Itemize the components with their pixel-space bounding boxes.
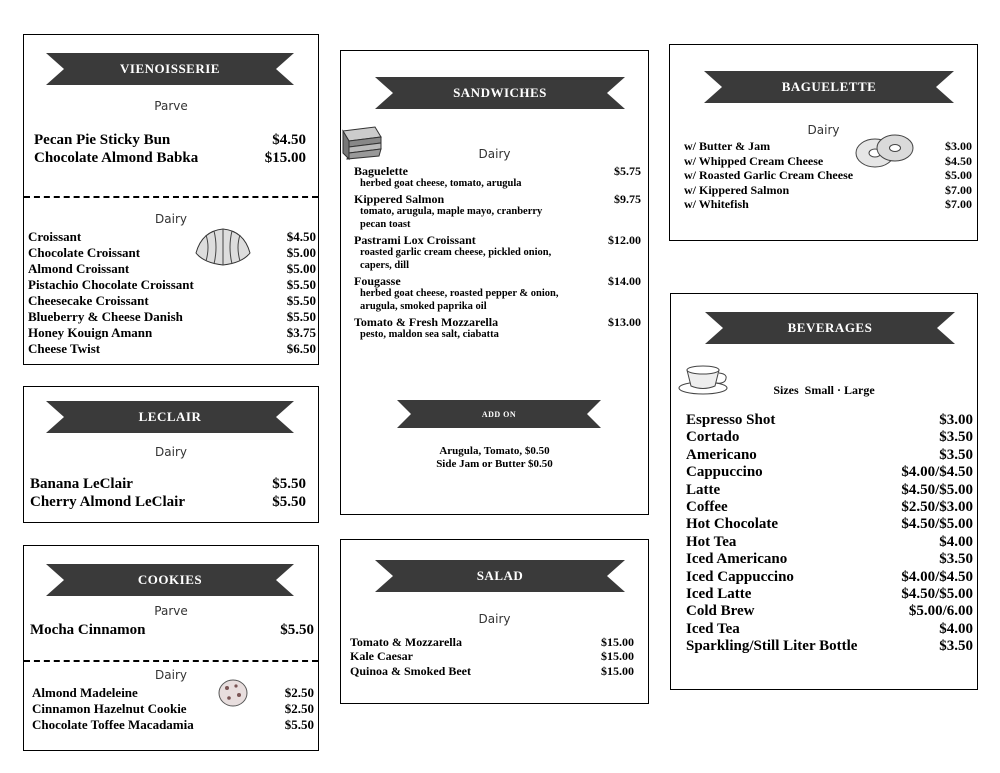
menu-item-name: Iced Cappuccino xyxy=(686,568,794,585)
menu-item-name: Croissant xyxy=(28,229,82,244)
menu-item-price: $4.50/$5.00 xyxy=(901,586,973,602)
menu-item-price: $5.75 xyxy=(614,164,641,178)
menu-item-name: Coffee xyxy=(686,499,728,515)
sandwiches-dairy-label: Dairy xyxy=(478,147,511,161)
menu-item-price: $4.50/$5.00 xyxy=(901,481,973,498)
menu-item-name: Iced Latte xyxy=(686,586,752,602)
menu-item-price: $15.00 xyxy=(601,664,634,678)
menu-item-name: w/ Kippered Salmon xyxy=(684,182,790,197)
salad-banner xyxy=(375,556,625,596)
menu-item-price: $4.50 xyxy=(286,229,316,244)
section-divider xyxy=(24,196,318,198)
menu-item-name: Cherry Almond LeClair xyxy=(30,494,185,510)
menu-item-name: Espresso Shot xyxy=(686,412,776,428)
addon-title: ADD ON xyxy=(481,409,517,419)
menu-item-price: $3.50 xyxy=(939,638,973,655)
menu-item-name: Baguelette xyxy=(354,164,408,178)
baguelette-banner xyxy=(704,67,954,107)
sandwiches-banner xyxy=(375,73,625,113)
menu-item-price: $5.00 xyxy=(945,168,972,182)
cookies-title: COOKIES xyxy=(137,572,203,587)
vienoisserie-panel xyxy=(23,34,319,365)
menu-item-name: Tomato & Mozzarella xyxy=(350,635,462,649)
menu-item-price: $3.50 xyxy=(939,429,973,446)
menu-item-price: $3.50 xyxy=(939,446,973,463)
menu-item-price: $4.50/$5.00 xyxy=(901,516,973,533)
baguelette-panel xyxy=(669,44,978,241)
menu-item-price: $9.75 xyxy=(614,192,641,206)
menu-item-name: w/ Whipped Cream Cheese xyxy=(684,153,824,168)
salad-title: SALAD xyxy=(476,568,524,583)
menu-item-name: w/ Roasted Garlic Cream Cheese xyxy=(684,168,854,182)
menu-item-name: Tomato & Fresh Mozzarella xyxy=(354,315,499,329)
menu-item-price: $15.00 xyxy=(264,150,306,166)
cookie-sketch-icon xyxy=(216,676,250,710)
menu-item-price: $4.50 xyxy=(272,132,306,148)
menu-item-name: Chocolate Almond Babka xyxy=(34,150,199,166)
salad-dairy-label: Dairy xyxy=(478,612,511,626)
menu-item-price: $5.50 xyxy=(272,494,306,510)
menu-item-name: Cheese Twist xyxy=(28,341,101,356)
menu-item-price: $4.50 xyxy=(945,153,972,168)
menu-item-name: Kale Caesar xyxy=(350,649,413,663)
menu-item-price: $7.00 xyxy=(945,182,972,197)
menu-item-description: herbed goat cheese, roasted pepper & onion, xyxy=(360,288,559,299)
menu-item-name: Iced Tea xyxy=(686,620,740,637)
menu-item-name: Cortado xyxy=(686,429,740,446)
menu-item-description: herbed goat cheese, tomato, arugula xyxy=(360,178,522,189)
sandwiches-title: SANDWICHES xyxy=(453,85,547,100)
menu-item-price: $3.00 xyxy=(945,139,972,153)
menu-item-name: Hot Tea xyxy=(686,533,737,550)
menu-item-price: $5.50 xyxy=(272,476,306,492)
menu-item-price: $5.50 xyxy=(284,717,314,732)
menu-item-price: $5.00 xyxy=(286,261,316,276)
menu-item-name: Fougasse xyxy=(354,274,401,288)
menu-item-price: $2.50 xyxy=(284,685,314,700)
menu-item-price: $6.50 xyxy=(286,341,316,356)
menu-item-name: Almond Madeleine xyxy=(32,685,138,700)
menu-item-name: Cappuccino xyxy=(686,464,763,481)
menu-item-description: capers, dill xyxy=(360,260,409,271)
menu-item-description: pecan toast xyxy=(360,219,411,230)
baguelette-dairy-label: Dairy xyxy=(807,123,840,137)
menu-item-price: $15.00 xyxy=(601,649,634,663)
addon-line: Arugula, Tomato, $0.50 xyxy=(439,445,550,457)
menu-item-description: pesto, maldon sea salt, ciabatta xyxy=(360,329,499,340)
menu-item-name: Latte xyxy=(686,481,721,498)
menu-item-description: roasted garlic cream cheese, pickled onion, xyxy=(360,247,552,258)
menu-item-name: Pastrami Lox Croissant xyxy=(354,233,476,247)
menu-item-name: Sparkling/Still Liter Bottle xyxy=(686,638,858,655)
menu-item-name: Kippered Salmon xyxy=(354,192,445,206)
baguelette-title: BAGUELETTE xyxy=(781,79,877,94)
menu-item-description: arugula, smoked paprika oil xyxy=(360,301,487,312)
menu-item-price: $4.00/$4.50 xyxy=(901,464,973,481)
vienoisserie-dairy-label: Dairy xyxy=(155,212,187,226)
menu-item-price: $5.00/6.00 xyxy=(908,603,973,620)
menu-item-price: $4.00 xyxy=(939,533,973,550)
bagel-sketch-icon xyxy=(853,131,915,171)
leclair-title: LECLAIR xyxy=(138,409,202,424)
menu-item-name: Almond Croissant xyxy=(28,261,130,276)
menu-item-name: Quinoa & Smoked Beet xyxy=(350,664,472,678)
cookies-banner xyxy=(46,560,294,600)
menu-item-price: $2.50/$3.00 xyxy=(901,499,973,515)
addon-line: Side Jam or Butter $0.50 xyxy=(436,458,553,470)
menu-item-name: Honey Kouign Amann xyxy=(28,325,153,340)
cookies-panel xyxy=(23,545,319,751)
menu-item-name: Banana LeClair xyxy=(30,476,133,492)
menu-item-name: Cheesecake Croissant xyxy=(28,293,149,308)
leclair-banner xyxy=(46,397,294,437)
croissant-sketch-icon xyxy=(192,223,254,269)
menu-item-price: $3.00 xyxy=(939,412,973,428)
menu-item-name: Chocolate Toffee Macadamia xyxy=(32,717,194,732)
menu-item-price: $12.00 xyxy=(608,233,641,247)
menu-item-name: Pistachio Chocolate Croissant xyxy=(28,277,194,292)
menu-item-price: $3.75 xyxy=(286,325,316,340)
menu-item-name: Pecan Pie Sticky Bun xyxy=(34,132,171,148)
leclair-panel xyxy=(23,386,319,523)
menu-item-name: Cold Brew xyxy=(686,603,755,620)
cookies-dairy-label: Dairy xyxy=(155,668,187,682)
menu-item-description: tomato, arugula, maple mayo, cranberry xyxy=(360,206,543,217)
menu-item-price: $5.50 xyxy=(286,309,316,324)
menu-item-name: Cinnamon Hazelnut Cookie xyxy=(32,701,187,716)
cookies-parve-label: Parve xyxy=(154,604,188,618)
vienoisserie-parve-label: Parve xyxy=(154,99,188,113)
salad-panel xyxy=(340,539,649,704)
vienoisserie-title: VIENOISSERIE xyxy=(120,61,220,76)
menu-item-price: $14.00 xyxy=(608,274,641,288)
menu-item-name: w/ Whitefish xyxy=(684,197,749,211)
section-divider xyxy=(24,660,318,662)
menu-item-price: $4.00/$4.50 xyxy=(901,568,973,585)
menu-item-price: $3.50 xyxy=(939,551,973,568)
vienoisserie-banner xyxy=(46,49,294,89)
beverages-banner xyxy=(705,308,955,348)
menu-item-name: Hot Chocolate xyxy=(686,516,779,533)
addon-banner xyxy=(397,397,601,431)
leclair-dairy-label: Dairy xyxy=(155,445,187,459)
menu-item-name: Iced Americano xyxy=(686,551,788,568)
menu-item-price: $5.50 xyxy=(280,622,314,638)
menu-item-price: $5.00 xyxy=(286,245,316,260)
menu-item-price: $5.50 xyxy=(286,293,316,308)
menu-item-price: $2.50 xyxy=(284,701,314,716)
menu-item-name: Americano xyxy=(686,446,757,463)
menu-item-price: $13.00 xyxy=(608,315,641,329)
menu-item-name: Chocolate Croissant xyxy=(28,245,141,260)
sandwiches-panel xyxy=(340,50,649,515)
menu-item-price: $5.50 xyxy=(286,277,316,292)
menu-item-price: $15.00 xyxy=(601,635,634,649)
menu-item-name: w/ Butter & Jam xyxy=(684,139,771,153)
beverages-sizes-label: Sizes Small · Large xyxy=(773,383,875,397)
beverages-title: BEVERAGES xyxy=(787,320,873,335)
menu-item-price: $4.00 xyxy=(939,620,973,637)
menu-item-price: $7.00 xyxy=(945,197,972,211)
beverages-panel xyxy=(670,293,978,690)
menu-item-name: Mocha Cinnamon xyxy=(30,622,146,638)
menu-item-name: Blueberry & Cheese Danish xyxy=(28,309,183,324)
